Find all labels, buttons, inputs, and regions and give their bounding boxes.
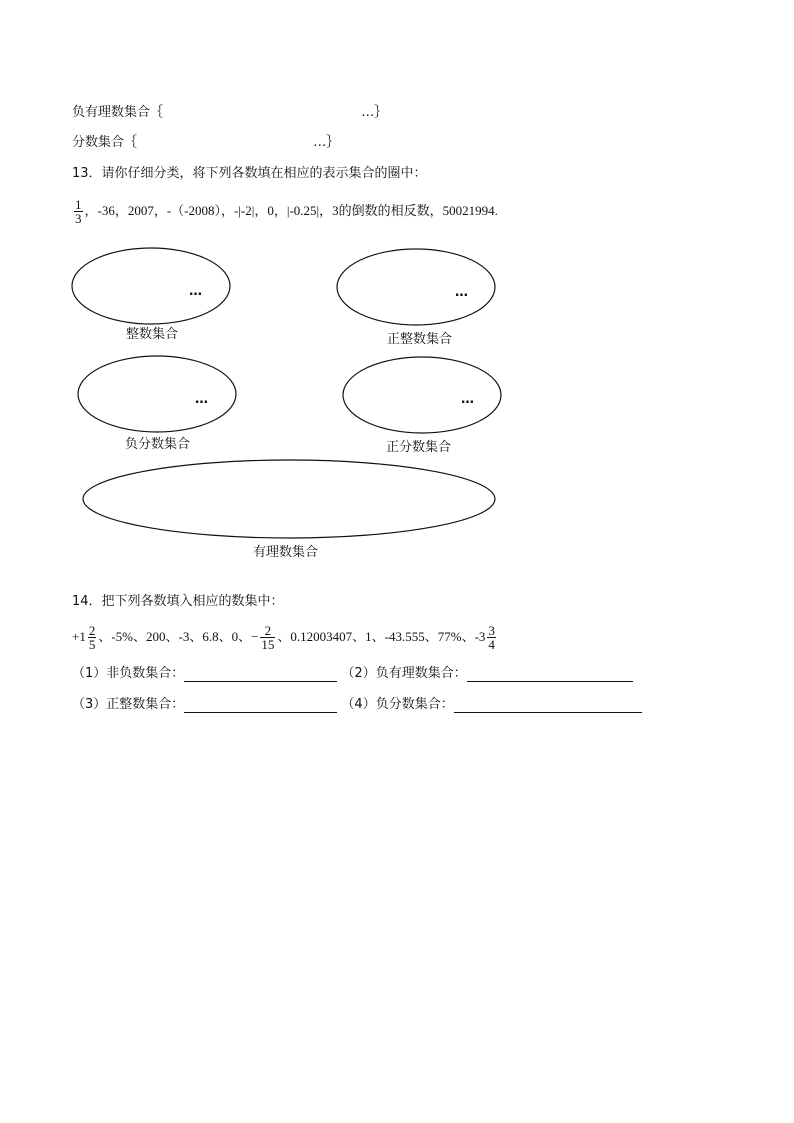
integer-set-oval-dots: … <box>189 284 202 299</box>
q14-n1-denominator: 5 <box>88 637 96 652</box>
integer-set-label: 整数集合 <box>126 327 179 342</box>
neg-rational-set-label: 负有理数集合｛ <box>72 105 164 120</box>
positive-fraction-set-oval <box>343 357 501 433</box>
fraction-set-label: 分数集合｛ <box>72 135 138 150</box>
q14-title: 14．把下列各数填入相应的数集中： <box>72 594 284 609</box>
non-negative-set-blank[interactable] <box>184 669 337 682</box>
positive-fraction-set-oval-dots: … <box>461 392 474 407</box>
negative-fraction-blank[interactable] <box>454 700 642 713</box>
negative-rational-set-blank[interactable] <box>467 669 633 682</box>
q14-fraction-two-fifteenths <box>260 624 275 651</box>
q13-number-list: ，-36，2007，-（-2008），-|-2|，0，|-0.25|，3的倒数的相反数，50021994. <box>84 203 498 218</box>
q14-n3-denominator: 4 <box>488 637 495 652</box>
q14-n1-numerator: 2 <box>88 623 96 638</box>
positive-integer-label: （3）正整数集合： <box>72 697 185 712</box>
q14-n3-numerator: 3 <box>488 623 495 638</box>
fraction-set-dots: … <box>313 135 327 150</box>
q14-n1-prefix: +1 <box>72 629 86 644</box>
q14-middle-numbers: 、-5%、200、-3、6.8、0、− <box>98 629 259 644</box>
q14-numbers <box>72 620 498 655</box>
q14-fraction-two-fifths <box>88 624 97 651</box>
positive-fraction-set-label: 正分数集合 <box>386 440 452 455</box>
q13-title: 13．请你仔细分类，将下列各数填在相应的表示集合的圈中： <box>72 166 427 181</box>
rational-set-oval <box>83 460 495 538</box>
q14-fraction-three-fourths <box>487 624 496 651</box>
negative-fraction-label: （4）负分数集合： <box>341 697 454 712</box>
q14-tail-numbers: 、0.12003407、1、-43.555、77%、-3 <box>277 629 486 644</box>
q13-frac-denominator: 3 <box>75 211 82 226</box>
neg-rational-set-close: ｝ <box>374 105 388 120</box>
fraction-set-close: ｝ <box>326 135 340 150</box>
q14-n2-denominator: 15 <box>261 637 275 652</box>
negative-fraction-set-label: 负分数集合 <box>125 437 191 452</box>
q14-blank-row-1 <box>72 666 633 682</box>
positive-integer-set-label: 正整数集合 <box>387 332 453 347</box>
negative-fraction-set-oval <box>78 356 236 432</box>
q13-frac-numerator: 1 <box>75 197 82 212</box>
q14-blank-row-2 <box>72 697 642 713</box>
negative-fraction-set-oval-dots: … <box>195 392 208 407</box>
non-negative-set-label: （1）非负数集合： <box>72 666 185 681</box>
positive-integer-blank[interactable] <box>184 700 337 713</box>
neg-rational-set-dots: … <box>361 105 375 120</box>
positive-integer-set-oval-dots: … <box>455 285 468 300</box>
q14-n2-numerator: 2 <box>260 624 275 638</box>
negative-rational-set-label: （2）负有理数集合： <box>341 666 467 681</box>
integer-set-oval <box>72 248 230 324</box>
rational-set-label: 有理数集合 <box>253 545 319 560</box>
positive-integer-set-oval <box>337 249 495 325</box>
